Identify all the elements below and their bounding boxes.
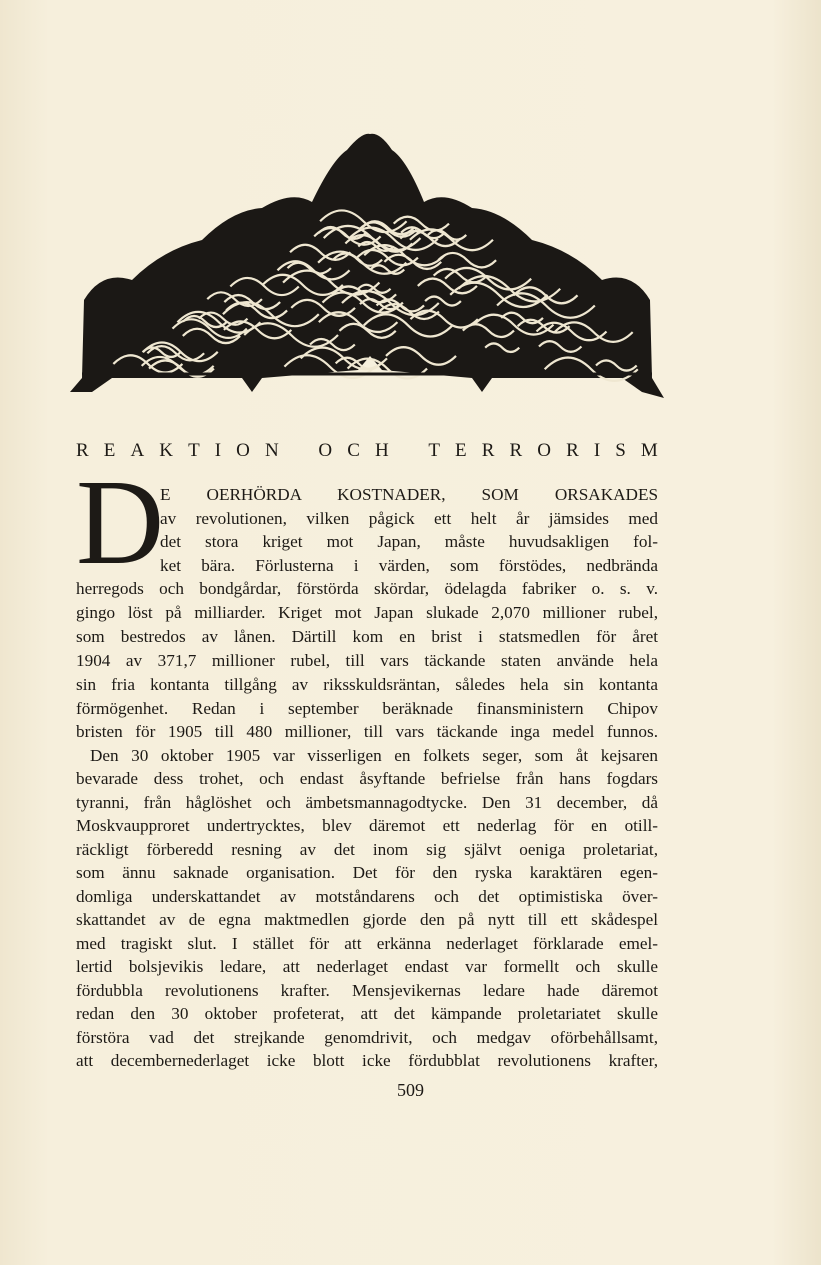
text-line: skattandet av de egna maktmedlen gjorde den på nytt till ett skådespel [76, 910, 658, 929]
title-letter: T [428, 440, 440, 461]
text-line: tyranni, från håglöshet och ämbetsmannagodtycke. Den 31 december, då [76, 793, 658, 812]
text-line: fördubbla revolutionens krafter. Mensjevikernas ledare hade däremot [76, 981, 658, 1000]
text-line: Moskvaupproret undertrycktes, blev däremot ett nederlag för en otill- [76, 816, 658, 835]
title-letter: H [374, 440, 389, 461]
text-line: bristen för 1905 till 480 millioner, till vars täckande inga medel funnos. [76, 722, 658, 741]
title-letter: I [214, 440, 222, 461]
title-letter: K [159, 440, 173, 461]
text-line: redan den 30 oktober profeterat, att det kämpande proletariatet skulle [76, 1004, 658, 1023]
title-letter: R [76, 440, 89, 461]
text-line: gingo löst på milliarder. Kriget mot Japan slukade 2,070 millioner rubel, [76, 603, 658, 622]
title-letter: O [236, 440, 250, 461]
title-letter: M [640, 440, 658, 461]
title-letter [294, 440, 304, 462]
title-letter: O [537, 440, 551, 461]
text-line: förmögenhet. Redan i september beräknade finansministern Chipov [76, 699, 658, 718]
title-letter: R [566, 440, 579, 461]
text-line: att decembernederlaget icke blott icke fördubblat revolutionens krafter, [76, 1051, 658, 1070]
title-letter: C [347, 440, 360, 461]
title-letter: I [593, 440, 601, 461]
text-line: förstöra vad det strejkande genomdrivit, och medgav oförbehållsamt, [76, 1028, 658, 1047]
text-line: bevarade dess trohet, och endast åsyftande befrielse från hans fogdars [76, 769, 658, 788]
title-letter: S [615, 440, 626, 461]
title-letter: E [103, 440, 116, 461]
text-line: som bestredos av lånen. Därtill kom en brist i statsmedlen för året [76, 627, 658, 646]
title-letter: R [481, 440, 495, 461]
text-line: 1904 av 371,7 millioner rubel, till vars täckande staten använde hela [76, 651, 658, 670]
text-line: lertid bolsjevikis ledare, att nederlaget endast var formellt och skulle [76, 957, 658, 976]
text-line: räckligt förberedd resning av det inom sig självt oeniga proletariat, [76, 840, 658, 859]
text-line: det stora kriget mot Japan, måste huvudsakligen fol- [160, 532, 658, 551]
title-letter: T [188, 440, 200, 461]
text-line: sin fria kontanta tillgång av riksskuldsräntan, således hela sin kontanta [76, 675, 658, 694]
text-line: av revolutionen, vilken pågick ett helt år jämsides med [160, 509, 658, 528]
page-number: 509 [397, 1080, 424, 1100]
text-line: med tragiskt slut. I stället för att erkänna nederlaget förklarade emel- [76, 934, 658, 953]
title-letter: R [509, 440, 523, 461]
title-letter: N [264, 440, 279, 461]
drop-cap: D [76, 455, 165, 590]
title-letter: E [455, 440, 467, 461]
text-line: domliga underskattandet av motståndarens och det optimistiska över- [76, 887, 658, 906]
title-letter [404, 440, 414, 462]
text-line: Den 30 oktober 1905 var visserligen en folkets seger, som åt kejsaren [90, 746, 658, 765]
title-letter: A [130, 440, 145, 461]
text-line: ket bära. Förlusterna i värden, som förstödes, nedbrända [160, 556, 658, 575]
text-line: som ännu saknade organisation. Det för den ryska karaktären egen- [76, 863, 658, 882]
text-line: herregods och bondgårdar, förstörda skördar, ödelagda fabriker o. s. v. [76, 579, 658, 598]
title-letter: O [318, 440, 333, 461]
knotwork-headpiece-ornament [62, 130, 668, 406]
text-line: E OERHÖRDA KOSTNADER, SOM ORSAKADES [160, 485, 658, 504]
